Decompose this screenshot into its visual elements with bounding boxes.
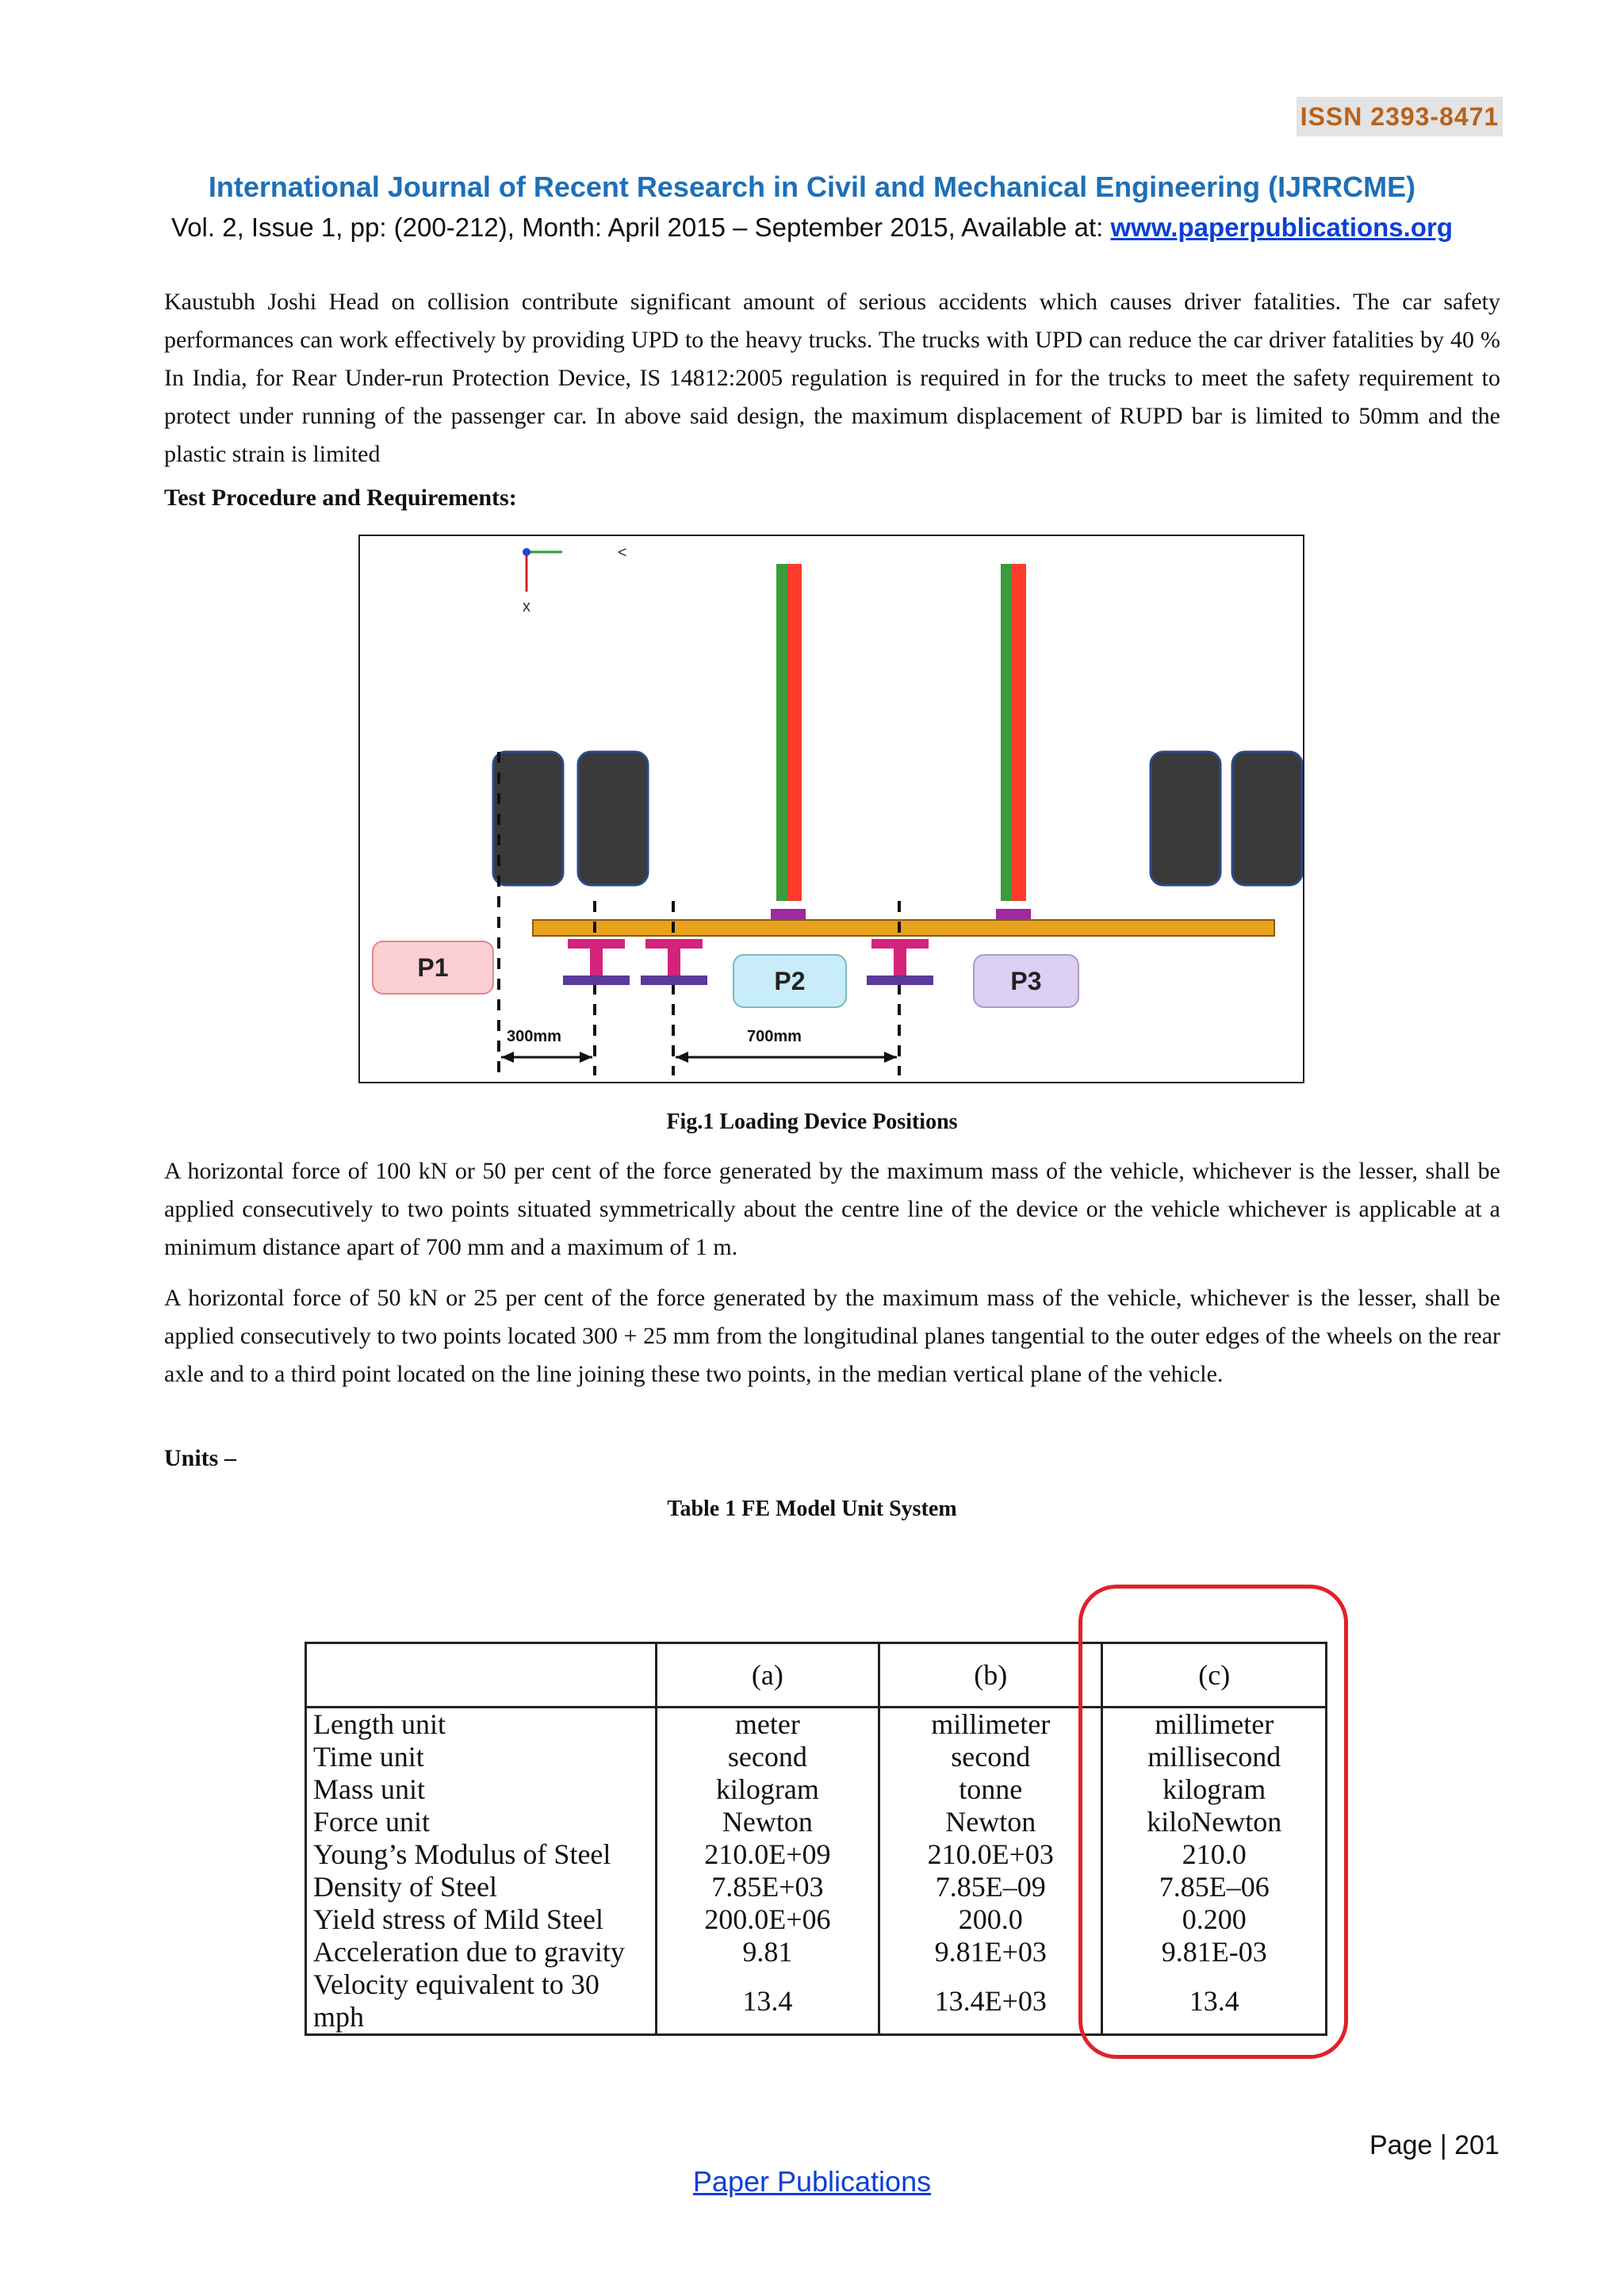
column-c-highlight [1078, 1585, 1348, 2059]
table-header-cell: (b) [879, 1643, 1102, 1708]
wheel-left-outer [493, 752, 563, 885]
table-row-label: Density of Steel [306, 1871, 657, 1903]
loading-device-p3 [867, 939, 933, 985]
table-row-label: Young’s Modulus of Steel [306, 1838, 657, 1871]
dim-700-label: 700mm [747, 1028, 802, 1045]
table-cell: 210.0 [1102, 1838, 1327, 1871]
intro-paragraph: Kaustubh Joshi Head on collision contribute significant amount of serious accidents which causes driver fatalities. The car safety performances can work effectively by providing UPD to the heavy trucks. The trucks with UPD can reduce the car driver fatalities by 40 % In India, for Rear Under-run Protection Device, IS 14812:2005 regulation is required in for the trucks to meet the safety requirement to protect under running of the passenger car. In above said design, the maximum displacement of RUPD bar is limited to 50mm and the plastic strain is limited [164, 289, 1500, 467]
loading-device-p2 [641, 939, 707, 985]
journal-title: International Journal of Recent Research in Civil and Mechanical Engineering (IJRRCME) [208, 171, 1416, 203]
journal-subtitle [0, 213, 1624, 243]
support-right-green [1001, 564, 1012, 901]
table-cell: meter [656, 1708, 879, 1742]
table-row-label: Yield stress of Mild Steel [306, 1903, 657, 1936]
wheel-right-inner [1151, 752, 1220, 885]
issn-label: ISSN 2393-8471 [1297, 97, 1503, 136]
table-cell: millimeter [879, 1708, 1102, 1742]
table-row-label: Force unit [306, 1806, 657, 1838]
p3-label-box: P3 [973, 954, 1079, 1008]
table-cell: 7.85E–06 [1102, 1871, 1327, 1903]
wheel-left-inner [578, 752, 648, 885]
table-cell: 9.81 [656, 1936, 879, 1968]
publisher-link[interactable]: Paper Publications [692, 2165, 932, 2198]
axis-x-label: x [523, 598, 530, 615]
table-cell: 0.200 [1102, 1903, 1327, 1936]
table-cell: second [656, 1741, 879, 1773]
table-cell: 9.81E+03 [879, 1936, 1102, 1968]
wheel-right-outer [1232, 752, 1302, 885]
axis-y-label: < [618, 544, 627, 562]
table-cell: 200.0E+06 [656, 1903, 879, 1936]
table-header-cell: (a) [656, 1643, 879, 1708]
paragraph-100kn: A horizontal force of 100 kN or 50 per cent of the force generated by the maximum mass of the vehicle, whichever is the lesser, shall be applied consecutively to two points situated symmetrically about the centre line of the device or the vehicle whichever is applicable at a minimum distance apart of 700 mm and a maximum of 1 m. [164, 1158, 1500, 1260]
table-cell: 7.85E–09 [879, 1871, 1102, 1903]
table-cell: 9.81E-03 [1102, 1936, 1327, 1968]
table-cell: Newton [879, 1806, 1102, 1838]
support-left-green [776, 564, 787, 901]
table-row-label: Length unit [306, 1708, 657, 1742]
table-row-label: Acceleration due to gravity [306, 1936, 657, 1968]
table-cell: Newton [656, 1806, 879, 1838]
support-right-red [1012, 564, 1026, 901]
table-cell: 7.85E+03 [656, 1871, 879, 1903]
table-row-label: Time unit [306, 1741, 657, 1773]
loading-device-figure [358, 535, 1304, 1083]
table-cell: kilogram [656, 1773, 879, 1806]
table-cell: 13.4 [1102, 1968, 1327, 2035]
table-cell: millisecond [1102, 1741, 1327, 1773]
table-header-cell [306, 1643, 657, 1708]
paragraph-50kn: A horizontal force of 50 kN or 25 per cent of the force generated by the maximum mass of the vehicle, whichever is the lesser, shall be applied consecutively to two points located 300 + 25 mm from the longitudinal planes tangential to the outer edges of the wheels on the rear axle and to a third point located on the line joining these two points, in the median vertical plane of the vehicle. [164, 1285, 1500, 1387]
axis-origin [523, 548, 530, 556]
dim-300-label: 300mm [507, 1028, 561, 1045]
table-header-cell: (c) [1102, 1643, 1327, 1708]
table-cell: 210.0E+09 [656, 1838, 879, 1871]
journal-website-link[interactable]: www.paperpublications.org [1110, 213, 1453, 242]
table-row-label: Velocity equivalent to 30 mph [306, 1968, 657, 2035]
table-cell: 13.4 [656, 1968, 879, 2035]
p1-label-box: P1 [372, 941, 494, 995]
table-cell: kilogram [1102, 1773, 1327, 1806]
table-cell: 200.0 [879, 1903, 1102, 1936]
rupd-bar [533, 920, 1274, 936]
table-cell: tonne [879, 1773, 1102, 1806]
table-caption: Table 1 FE Model Unit System [667, 1497, 957, 1521]
table-cell: second [879, 1741, 1102, 1773]
journal-volume-info: Vol. 2, Issue 1, pp: (200-212), Month: April 2015 – September 2015, Available at: [171, 213, 1111, 242]
support-left-red [787, 564, 802, 901]
table-row-label: Mass unit [306, 1773, 657, 1806]
loading-device-p1 [563, 939, 630, 985]
test-procedure-heading: Test Procedure and Requirements: [164, 485, 517, 511]
p2-label-box: P2 [733, 954, 847, 1008]
table-cell: kiloNewton [1102, 1806, 1327, 1838]
figure-caption: Fig.1 Loading Device Positions [666, 1110, 958, 1134]
table-cell: 13.4E+03 [879, 1968, 1102, 2035]
page-number: Page | 201 [1369, 2130, 1500, 2160]
units-heading: Units – [164, 1445, 236, 1471]
table-cell: 210.0E+03 [879, 1838, 1102, 1871]
table-cell: millimeter [1102, 1708, 1327, 1742]
